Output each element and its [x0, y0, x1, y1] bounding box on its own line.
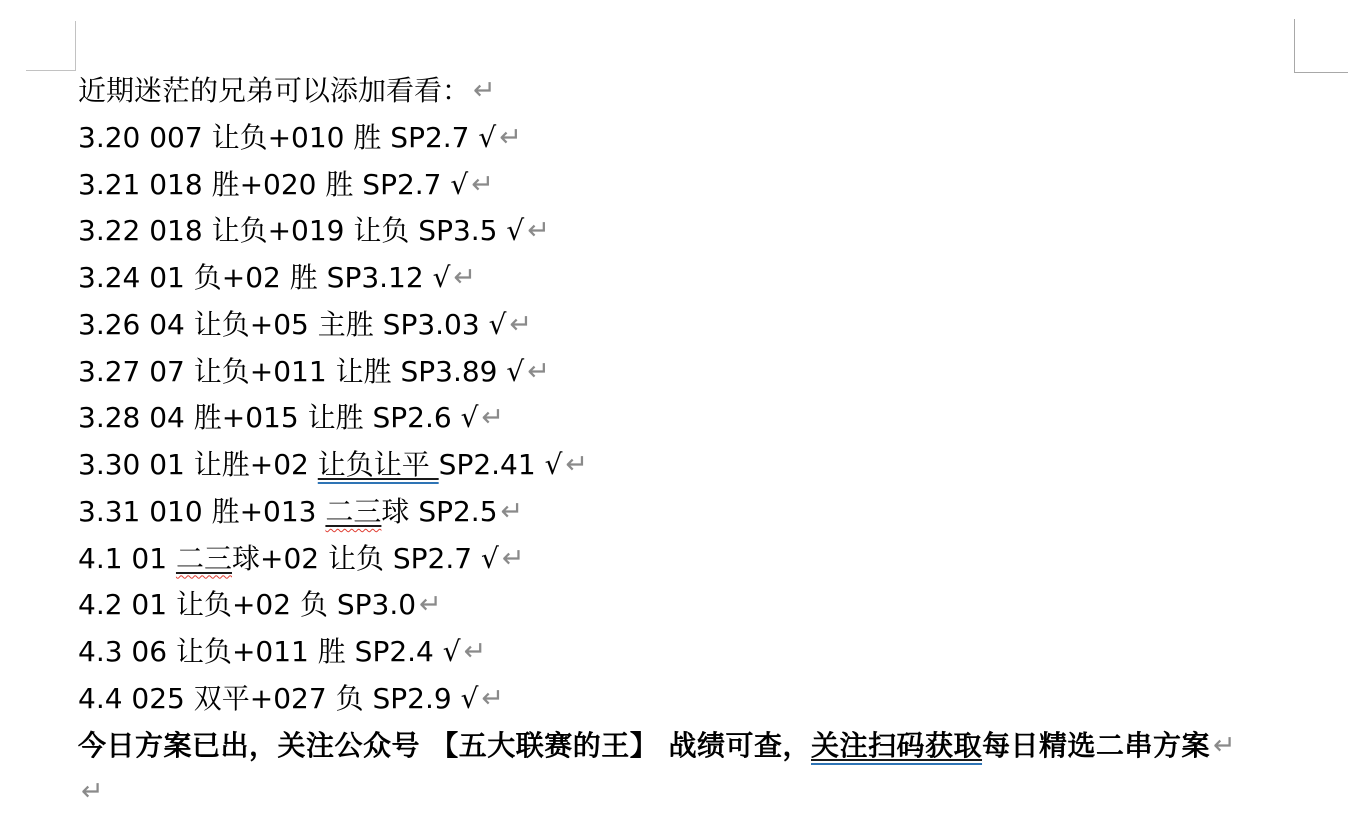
record-4-4[interactable] [78, 676, 1318, 723]
record-4-2[interactable] [78, 582, 1318, 629]
record-3-30[interactable] [78, 442, 1318, 489]
record-3-22[interactable] [78, 208, 1318, 255]
text-boundary-corner-top-left-icon [26, 21, 76, 71]
text-segment: 3.21 018 胜+020 胜 SP2.7 √ [78, 167, 469, 201]
document-lines[interactable] [78, 68, 1318, 816]
text-segment: 3.20 007 让负+010 胜 SP2.7 √ [78, 120, 497, 154]
paragraph-mark-icon: ↵ [471, 168, 494, 200]
text-segment: 3.28 04 胜+015 让胜 SP2.6 √ [78, 401, 479, 435]
text-segment: 3.26 04 让负+05 主胜 SP3.03 √ [78, 307, 507, 341]
intro-line[interactable] [78, 68, 1318, 115]
paragraph-mark-icon: ↵ [463, 636, 487, 667]
record-3-27[interactable] [78, 349, 1318, 396]
text-segment: 近期迷茫的兄弟可以添加看看： [78, 74, 471, 107]
record-3-20[interactable] [78, 115, 1318, 162]
record-4-3[interactable] [78, 629, 1318, 676]
record-3-26[interactable] [78, 302, 1318, 349]
text-segment: 球+02 让负 SP2.7 √ [231, 541, 499, 575]
text-segment: 3.30 01 让胜+02 [78, 448, 318, 481]
text-segment: 3.27 07 让负+011 让胜 SP3.89 √ [78, 354, 525, 388]
underlined-text: 二三 [175, 541, 232, 575]
paragraph-mark-icon: ↵ [1213, 729, 1236, 761]
text-segment: 今日方案已出，关注公众号 【五大联赛的王】 战绩可查， [78, 728, 811, 762]
text-segment: 4.1 01 [78, 541, 176, 575]
paragraph-mark-icon: ↵ [453, 262, 477, 293]
text-segment: 每日精选二串方案 [982, 728, 1211, 762]
text-segment: 球 SP2.5 [381, 494, 498, 528]
underlined-text: 让负让平 [317, 448, 439, 481]
paragraph-mark-icon: ↵ [481, 402, 505, 434]
record-3-24[interactable] [78, 255, 1318, 302]
text-segment: 3.22 018 让负+019 让负 SP3.5 √ [78, 214, 525, 248]
empty-paragraph[interactable] [78, 769, 1318, 816]
text-segment: 4.3 06 让负+011 胜 SP2.4 √ [78, 635, 461, 668]
paragraph-mark-icon: ↵ [481, 682, 505, 714]
paragraph-mark-icon: ↵ [473, 75, 496, 106]
record-4-1[interactable] [78, 536, 1318, 583]
paragraph-mark-icon: ↵ [499, 121, 522, 153]
text-segment: 3.31 010 胜+013 [78, 494, 326, 528]
record-3-31[interactable] [78, 489, 1318, 536]
paragraph-mark-icon: ↵ [527, 215, 550, 247]
text-boundary-corner-top-right-icon [1294, 19, 1348, 73]
record-3-21[interactable] [78, 162, 1318, 209]
grammar-marked-text [811, 729, 982, 762]
text-segment: 4.4 025 双平+027 负 SP2.9 √ [78, 681, 479, 715]
promo-line[interactable] [78, 723, 1318, 770]
grammar-marked-text [318, 448, 439, 481]
paragraph-mark-icon: ↵ [500, 495, 524, 527]
underlined-text: 二三 [325, 494, 382, 528]
paragraph-mark-icon: ↵ [527, 355, 550, 387]
text-segment: 3.24 01 负+02 胜 SP3.12 √ [78, 261, 451, 294]
paragraph-mark-icon: ↵ [565, 449, 589, 480]
paragraph-mark-icon: ↵ [501, 542, 525, 574]
text-segment: 4.2 01 让负+02 负 SP3.0 [78, 588, 417, 622]
spellcheck-marked-text [325, 495, 381, 528]
paragraph-mark-icon: ↵ [81, 776, 104, 808]
underlined-text: 关注扫码获取 [811, 728, 983, 762]
text-segment: SP2.41 √ [438, 448, 563, 481]
spellcheck-marked-text [176, 542, 232, 575]
paragraph-mark-icon: ↵ [419, 589, 442, 621]
record-3-28[interactable] [78, 395, 1318, 442]
paragraph-mark-icon: ↵ [509, 308, 533, 340]
